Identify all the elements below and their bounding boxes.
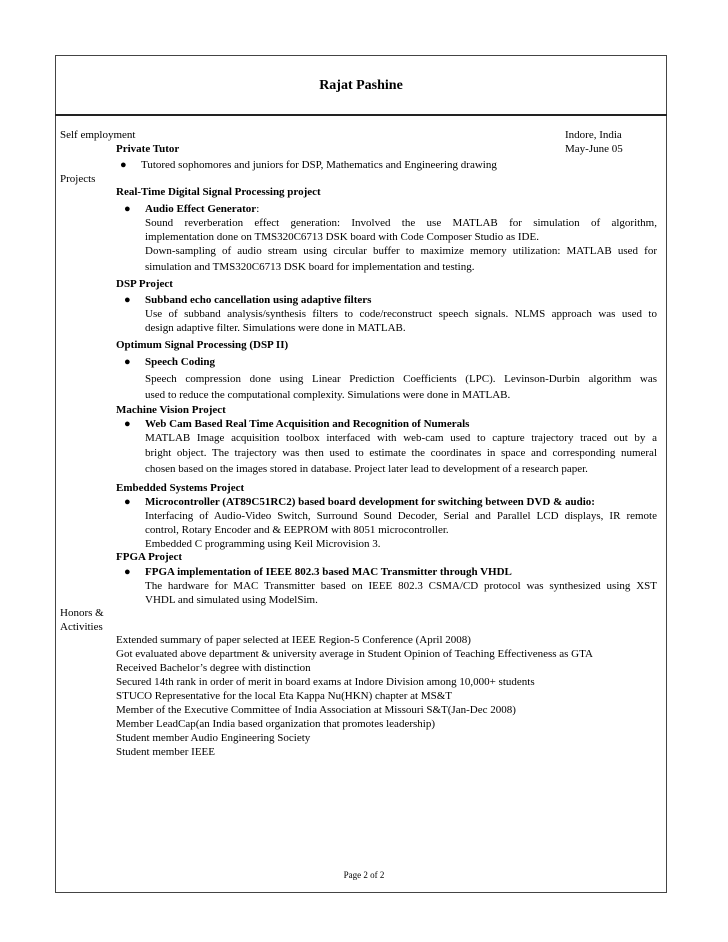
bullet-icon: ●	[124, 496, 131, 508]
bullet-icon: ●	[124, 203, 131, 215]
project-title-rtdsp: Real-Time Digital Signal Processing project	[116, 186, 321, 198]
header-rule	[55, 114, 667, 116]
bullet-icon: ●	[120, 159, 127, 171]
osp-line-1: Speech compression done using Linear Prediction Coefficients (LPC). Levinson-Durbin algorithm was	[145, 373, 657, 385]
rtdsp-line-1: Sound reverberation effect generation: Involved the use MATLAB for simulation of algorithm,	[145, 217, 657, 229]
honors-item: Member LeadCap(an India based organization that promotes leadership)	[116, 718, 435, 730]
emb-line-2: control, Rotary Encoder and & EEPROM with 8051 microcontroller.	[145, 524, 449, 536]
project-title-mv: Machine Vision Project	[116, 404, 226, 416]
project-item-rtdsp	[145, 202, 259, 216]
employment-bullet-text: Tutored sophomores and juniors for DSP, Mathematics and Engineering drawing	[141, 159, 497, 171]
item-title: Audio Effect Generator	[145, 203, 257, 215]
project-title-osp: Optimum Signal Processing (DSP II)	[116, 339, 289, 351]
section-label-employment: Self employment	[60, 129, 136, 141]
fpga-line-1: The hardware for MAC Transmitter based on IEEE 802.3 CSMA/CD protocol was synthesized using XST	[145, 580, 657, 592]
dsp-line-2: design adaptive filter. Simulations were done in MATLAB.	[145, 322, 406, 334]
mv-line-3: chosen based on the images stored in database. Project later lead to development of a research paper.	[145, 463, 588, 475]
rtdsp-line-3: Down-sampling of audio stream using circular buffer to maximize memory utilization: MATLAB used for	[145, 245, 657, 257]
osp-line-2: used to reduce the computational complexity. Simulations were done in MATLAB.	[145, 389, 511, 401]
mv-line-1: MATLAB Image acquisition toolbox interfaced with web-cam used to capture trajectory traced out by a	[145, 432, 657, 444]
item-colon: :	[256, 203, 260, 215]
fpga-line-2: VHDL and simulated using ModelSim.	[145, 594, 318, 606]
honors-item: Got evaluated above department & university average in Student Opinion of Teaching Effectiveness as GTA	[116, 648, 593, 660]
project-title-fpga: FPGA Project	[116, 551, 183, 563]
honors-item: STUCO Representative for the local Eta Kappa Nu(HKN) chapter at MS&T	[116, 690, 453, 702]
honors-item: Extended summary of paper selected at IEEE Region-5 Conference (April 2008)	[116, 634, 471, 646]
page-footer: Page 2 of 2	[343, 870, 385, 880]
section-label-honors: Honors &	[60, 607, 104, 619]
mv-item-title: Web Cam Based Real Time Acquisition and Recognition of Numerals	[145, 418, 470, 430]
project-title-dsp: DSP Project	[116, 278, 173, 290]
honors-item: Secured 14th rank in order of merit in board exams at Indore Division among 10,000+ students	[116, 676, 535, 688]
employment-location: Indore, India	[565, 129, 622, 141]
honors-item: Student member IEEE	[116, 746, 215, 758]
header-box	[55, 55, 667, 115]
dsp-item-title: Subband echo cancellation using adaptive filters	[145, 294, 372, 306]
dsp-line-1: Use of subband analysis/synthesis filters to code/reconstruct speech signals. NLMS approach was used to	[145, 308, 657, 320]
osp-item-title: Speech Coding	[145, 356, 215, 368]
section-label-activities: Activities	[60, 621, 103, 633]
emb-line-3: Embedded C programming using Keil Microvision 3.	[145, 538, 381, 550]
bullet-icon: ●	[124, 566, 131, 578]
emb-item-title: Microcontroller (AT89C51RC2) based board development for switching between DVD & audio:	[145, 496, 595, 508]
mv-line-2: bright object. The trajectory was then used to estimate the coordinates in space and corresponding numeral	[145, 447, 657, 459]
rtdsp-line-4: simulation and TMS320C6713 DSK board for implementation and testing.	[145, 261, 475, 273]
bullet-icon: ●	[124, 294, 131, 306]
resume-name: Rajat Pashine	[319, 78, 403, 93]
honors-item: Received Bachelor’s degree with distinction	[116, 662, 311, 674]
emb-line-1: Interfacing of Audio-Video Switch, Surround Sound Decoder, Serial and Parallel LCD displays, IR remote	[145, 510, 657, 522]
rtdsp-line-2: implementation done on TMS320C6713 DSK board with Code Composer Studio as IDE.	[145, 231, 539, 243]
employment-dates: May-June 05	[565, 143, 623, 155]
project-title-emb: Embedded Systems Project	[116, 482, 245, 494]
employment-role: Private Tutor	[116, 143, 180, 155]
bullet-icon: ●	[124, 418, 131, 430]
fpga-item-title: FPGA implementation of IEEE 802.3 based MAC Transmitter through VHDL	[145, 566, 512, 578]
section-label-projects: Projects	[60, 173, 96, 185]
bullet-icon: ●	[124, 356, 131, 368]
honors-item: Member of the Executive Committee of India Association at Missouri S&T(Jan-Dec 2008)	[116, 704, 516, 716]
honors-item: Student member Audio Engineering Society	[116, 732, 311, 744]
